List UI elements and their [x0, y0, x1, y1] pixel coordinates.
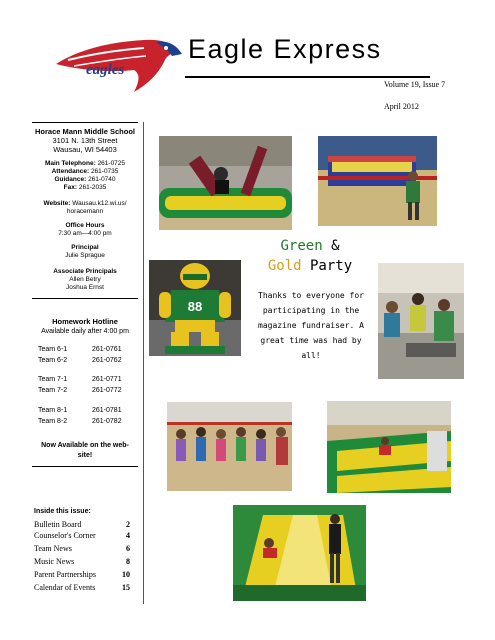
address-line-1: 3101 N. 13th Street [52, 136, 118, 145]
toc-item[interactable]: Counselor's Corner 4 [34, 531, 130, 540]
issue-date: April 2012 [384, 102, 419, 111]
sidebar-divider-line [32, 298, 138, 299]
fax-number: Fax: 261-2035 [63, 184, 107, 191]
photo-bungee-run [327, 401, 451, 493]
hotline-row: Team 8-1 261-0781 [38, 407, 122, 414]
photo-inflatable-slide [233, 505, 366, 601]
feature-body: Thanks to everyone for participating in the magazine fundraiser. A great time was had by all! [258, 291, 364, 360]
title-party-word: Party [301, 258, 353, 274]
website-line-2[interactable]: horacemann [66, 208, 104, 215]
hotline-row: Team 7-2 261-0772 [38, 387, 122, 394]
photo-gym-obstacle [318, 136, 437, 226]
logo-wordmark: eagles [86, 62, 125, 78]
sidebar-divider [143, 122, 144, 604]
available-note-line-2: site! [77, 452, 93, 459]
principal-label: Principal [71, 244, 99, 251]
hotline-row: Team 8-2 261-0782 [38, 418, 122, 425]
assoc-principal-2: Joshua Ernst [66, 284, 104, 291]
toc-item[interactable]: Parent Partnerships 10 [34, 570, 130, 579]
assoc-principal-1: Allen Betry [69, 276, 101, 283]
available-note-line-1: Now Available on the web- [41, 442, 129, 449]
photo-football-inflatable [149, 260, 241, 356]
photo-students-seated [378, 263, 464, 379]
title-green-word: Green [280, 238, 323, 254]
newsletter-title: Eagle Express [188, 34, 382, 64]
toc-item[interactable]: Bulletin Board 2 [34, 520, 130, 529]
title-rule [185, 76, 430, 78]
photo-inflatable-jousting [159, 136, 292, 230]
title-ampersand: & [322, 238, 340, 254]
jersey-number: 88 [187, 299, 203, 314]
address-line-2: Wausau, WI 54403 [53, 145, 117, 154]
main-telephone: Main Telephone: 261-0725 [44, 160, 126, 167]
office-hours-label: Office Hours [65, 222, 105, 229]
toc-item[interactable]: Team News 6 [34, 544, 130, 553]
attendance-phone: Attendance: 261-0735 [51, 168, 119, 175]
hotline-row: Team 7-1 261-0771 [38, 376, 122, 383]
office-hours: 7:30 am—4:00 pm [58, 230, 112, 237]
toc-title: Inside this issue: [34, 508, 91, 515]
toc-item[interactable]: Music News 8 [34, 557, 130, 566]
school-name: Horace Mann Middle School [34, 127, 135, 136]
assoc-principals-label: Associate Principals [53, 268, 117, 275]
principal-name: Julie Sprague [65, 252, 105, 259]
guidance-phone: Guidance: 261-0740 [54, 176, 116, 183]
hotline-subtitle: Available daily after 4:00 pm [41, 328, 129, 335]
photo-kids-dancing [167, 402, 292, 491]
toc-item[interactable]: Calendar of Events 15 [34, 583, 130, 592]
hotline-row: Team 6-2 261-0762 [38, 357, 122, 364]
hotline-row: Team 6-1 261-0761 [38, 346, 122, 353]
sidebar [32, 122, 138, 604]
website-line-1[interactable]: Website: Wausau.k12.wi.us/ [43, 200, 127, 207]
title-gold-word: Gold [267, 258, 302, 274]
sidebar-divider-line [32, 466, 138, 467]
volume-issue: Volume 19, Issue 7 [384, 80, 446, 89]
feature-title [258, 236, 362, 276]
hotline-title: Homework Hotline [52, 317, 118, 326]
